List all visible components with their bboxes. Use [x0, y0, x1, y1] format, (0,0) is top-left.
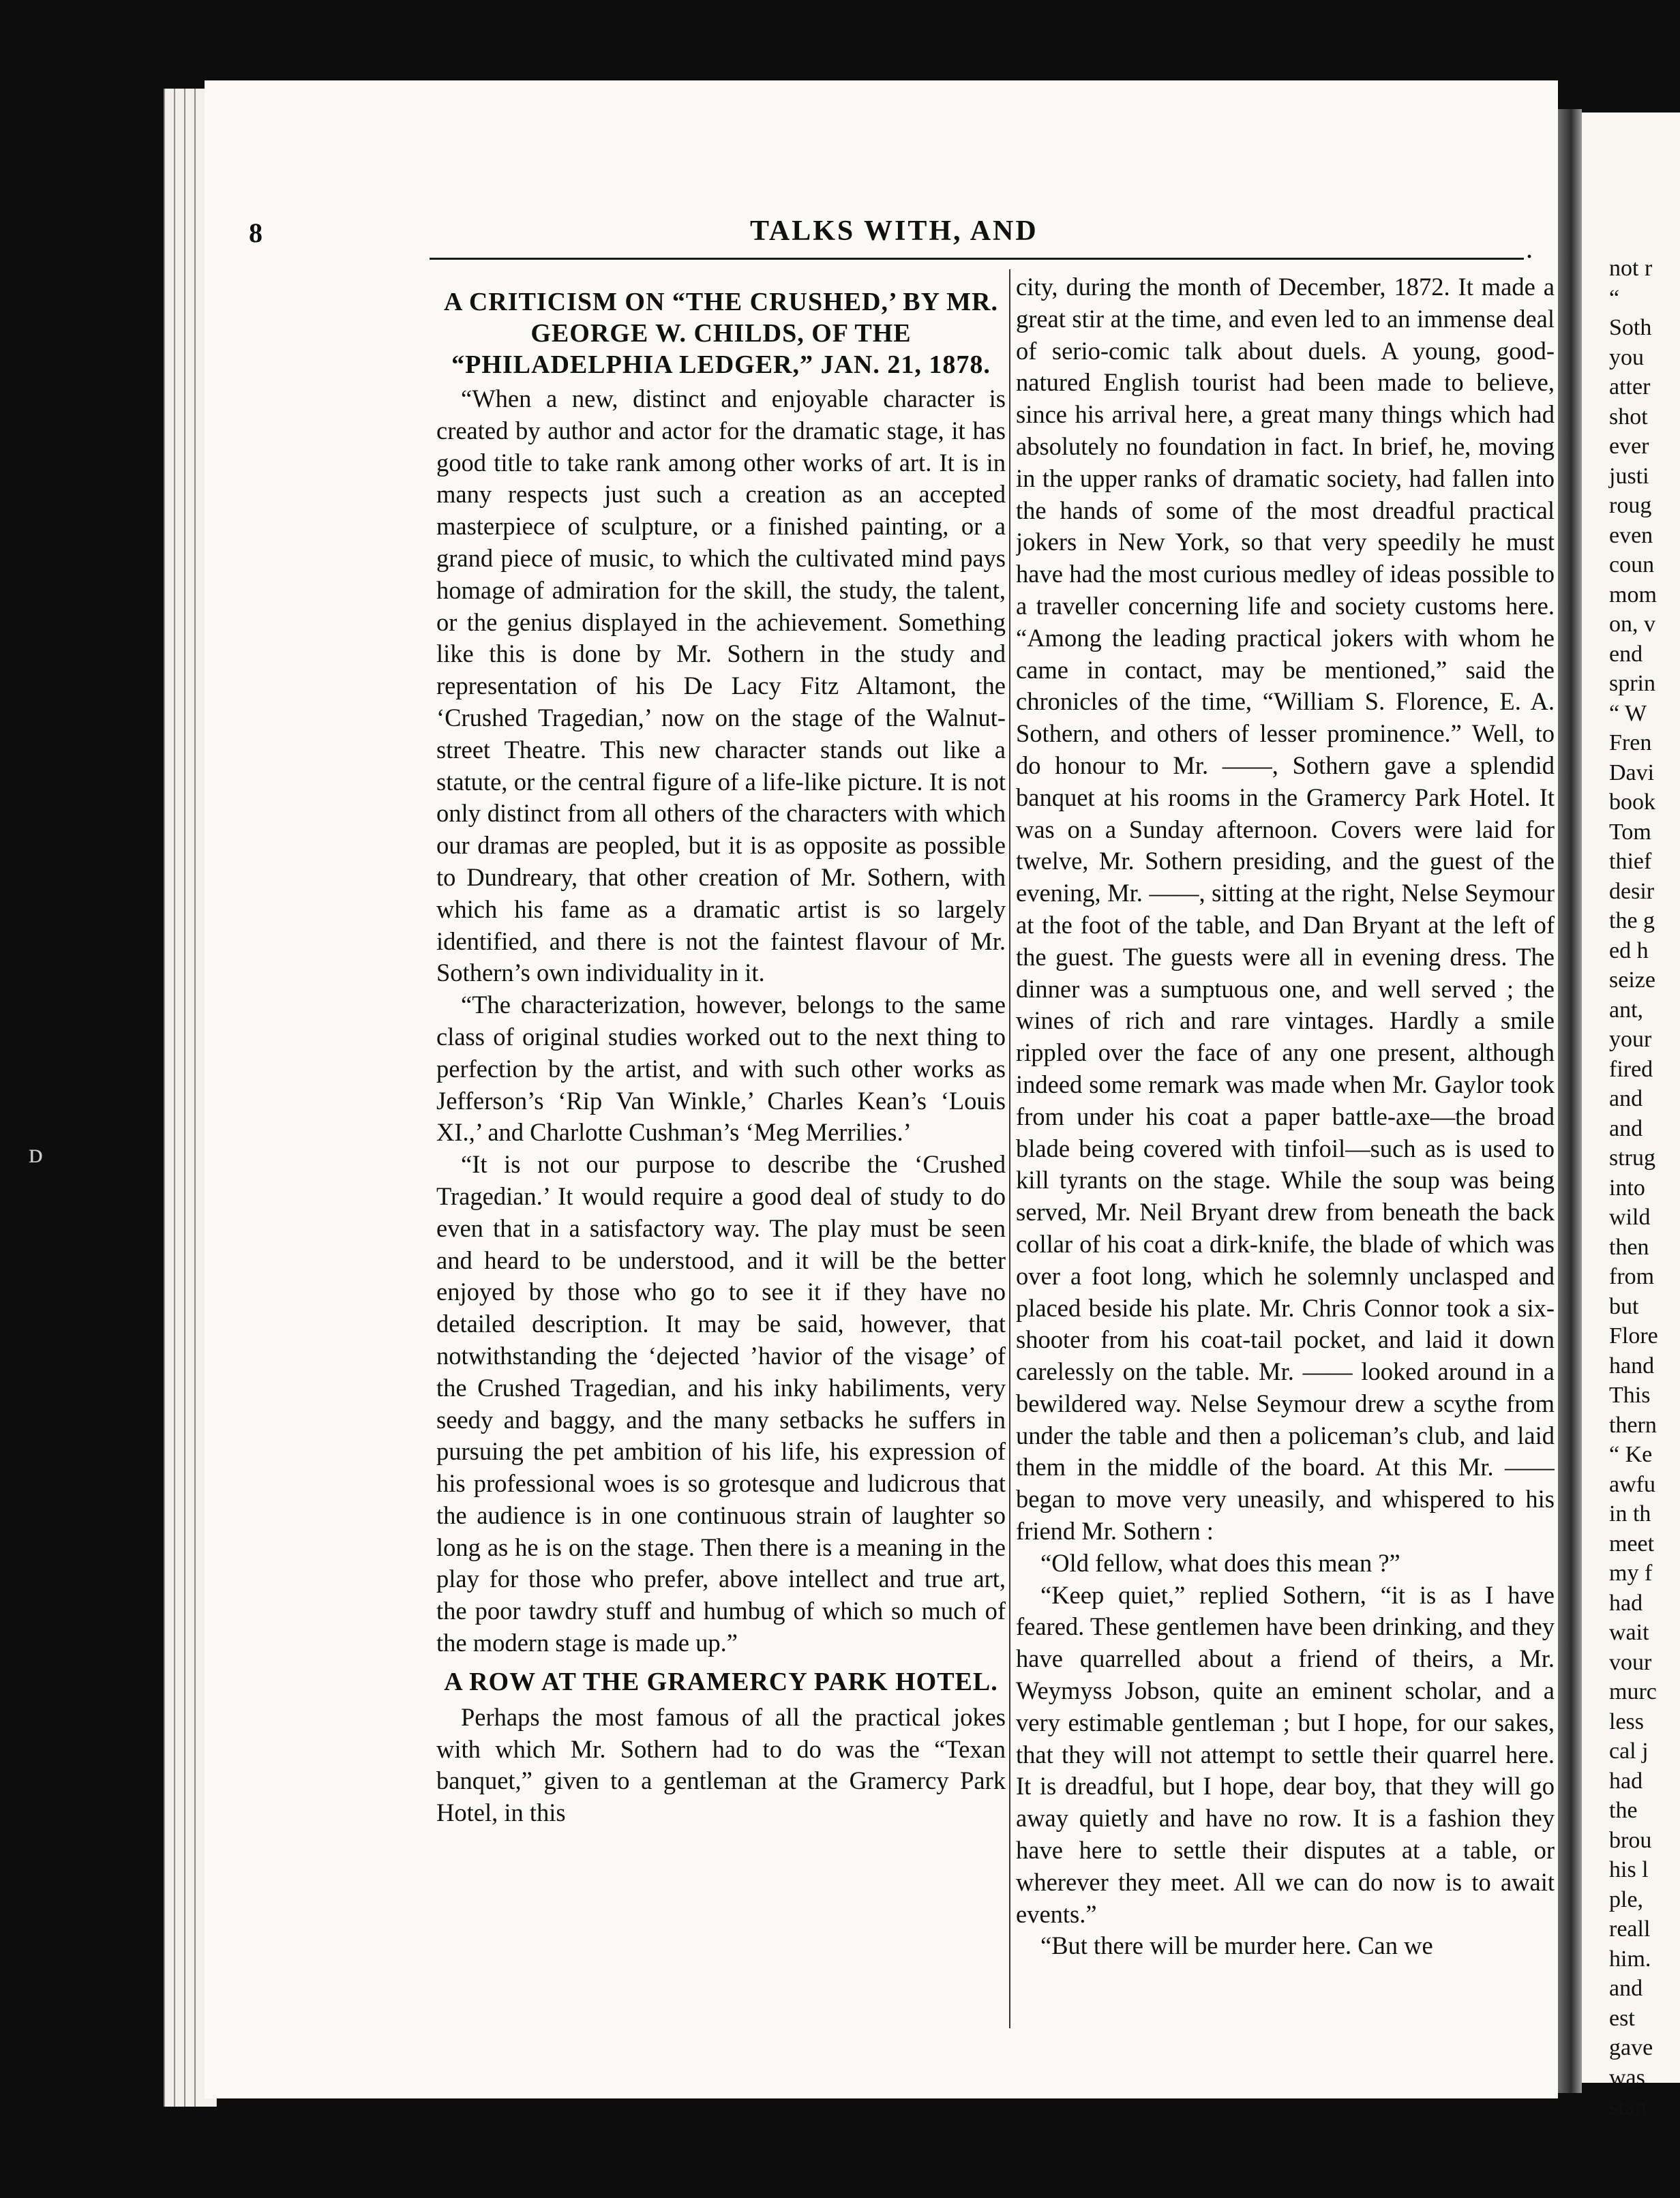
right-page-fragment: strug — [1609, 1145, 1655, 1171]
paragraph: “Old fellow, what does this mean ?” — [1040, 1548, 1400, 1577]
left-column — [436, 271, 1006, 2037]
right-page-fragment: was — [1609, 2064, 1645, 2090]
right-page-fragment: in th — [1609, 1501, 1651, 1526]
right-page-fragment: had — [1609, 1768, 1643, 1794]
right-page-fragment: and — [1609, 1115, 1643, 1141]
right-page-fragment: “ Ke — [1609, 1442, 1653, 1467]
right-page-fragment: “ — [1609, 285, 1620, 311]
right-page-text — [1609, 254, 1680, 2122]
right-page-fragment: cal j — [1609, 1738, 1649, 1764]
right-page-fragment: sprin — [1609, 671, 1655, 696]
right-page-fragment: est — [1609, 2005, 1635, 2031]
right-page-fragment: justi — [1609, 463, 1649, 489]
right-page-fragment: then — [1609, 1234, 1649, 1260]
right-page-fragment: into — [1609, 1175, 1645, 1201]
right-page-fragment: wait — [1609, 1620, 1649, 1645]
right-page-fragment: fired — [1609, 1056, 1653, 1082]
right-page-fragment: ple, — [1609, 1886, 1644, 1912]
right-page-fragment: brou — [1609, 1827, 1652, 1853]
paragraph: “Keep quiet,” replied Sothern, “it is as I have feared. These gentlemen have been drinking, and they have quarrelled about a friend of theirs, a Mr. Weymyss Jobson, quite an eminent scholar, and a very estimable gentleman ; but I hope, for our sakes, that they will not attempt to settle their quarrel here. It is dreadful, but I hope, dear boy, that they will go away quietly and have no row. It is a fashion they have here to settle their disputes at a table, or wherever they meet. All we can do now is to await events.” — [1016, 1580, 1555, 1928]
right-page-fragment: his l — [1609, 1857, 1649, 1882]
paragraph: Perhaps the most famous of all the practical jokes with which Mr. Sothern had to do was the “Texan banquet,” given to a gentleman at the Gramercy Park Hotel, in this — [436, 1702, 1006, 1827]
right-page-fragment: Tom — [1609, 819, 1651, 845]
right-page-fragment: ever — [1609, 434, 1649, 459]
right-page-fragment: the — [1609, 1798, 1638, 1823]
paragraph: “When a new, distinct and enjoyable character is created by author and actor for the dramatic stage, it has good title to take rank among other works of art. It is in many respects just such a creation as an accepted masterpiece of sculpture, or a finished painting, or a grand piece of music, to which the cultivated mind pays homage of admiration for the skill, the study, the talent, or the genius displayed in the achievement. Something like this is done by Mr. Sothern in the study and representation of his De Lacy Fitz Altamont, the ‘Crushed Tragedian,’ now on the stage of the Walnut-street Theatre. This new character stands out like a statute, or the central figure of a life-like picture. It is not only distinct from all others of the characters with which our dramas are peopled, but it is as opposite as possible to Dundreary, that other creation of Mr. Sothern, with which his fame as a dramatic artist is so largely identified, and there is not the faintest flavour of Mr. Sothern’s own individuality in it. — [436, 385, 1006, 987]
header-dot: · — [1526, 245, 1533, 268]
header-rule — [430, 258, 1524, 260]
right-page-fragment: you — [1609, 344, 1644, 370]
right-page-fragment: desir — [1609, 878, 1655, 904]
right-page-fragment: and — [1609, 1086, 1643, 1111]
right-page-fragment: not r — [1609, 256, 1653, 281]
margin-mark: ᴅ — [29, 1138, 43, 1169]
right-page-fragment: Flore — [1609, 1323, 1658, 1349]
paragraph: “The characterization, however, belongs to the same class of original studies worked out to the next thing to perfection by the artist, and with such other works as Jefferson’s ‘Rip Van Winkle,’ Charles Kean’s ‘Louis XI.,’ and Charlotte Cushman’s ‘Meg Merrilies.’ — [436, 991, 1006, 1147]
right-page-fragment: my f — [1609, 1561, 1653, 1586]
right-page-fragment: him. — [1609, 1946, 1651, 1972]
right-page-fragment: meet — [1609, 1531, 1655, 1556]
right-page-fragment: stan — [1609, 2094, 1647, 2120]
right-page-fragment: gave — [1609, 2035, 1653, 2060]
running-head: TALKS WITH, AND — [750, 215, 1038, 247]
right-page-fragment: reall — [1609, 1916, 1651, 1942]
right-page-fragment: ed h — [1609, 937, 1649, 963]
right-page-fragment: the g — [1609, 908, 1655, 933]
right-page-fragment: thief — [1609, 849, 1652, 874]
right-page-fragment: awfu — [1609, 1471, 1655, 1497]
section-heading: A ROW AT THE GRAMERCY PARK HOTEL. — [444, 1667, 998, 1696]
right-page-fragment: roug — [1609, 493, 1652, 518]
right-page-fragment: shot — [1609, 404, 1648, 430]
right-page-fragment: had — [1609, 1590, 1643, 1616]
right-page-fragment: This — [1609, 1383, 1651, 1408]
right-page-fragment: vour — [1609, 1649, 1652, 1675]
right-page-fragment: book — [1609, 789, 1655, 815]
right-page-fragment: hand — [1609, 1353, 1655, 1379]
paragraph: “It is not our purpose to describe the ‘Crushed Tragedian.’ It would require a good deal of study to do even that in a satisfactory way. The play must be seen and heard to be understood, and it will be the better enjoyed by those who go to see it if they have no detailed description. It may be said, however, that notwithstanding the ‘dejected ’havior of the visage’ of the Crushed Tragedian, and his inky habiliments, very seedy and baggy, and the many setbacks he suffers in pursuing the pet ambition of his life, his expression of his professional woes is so grotesque and ludicrous that the audience is in one continuous strain of laughter so long as he is on the stage. Then there is a meaning in the play for those who prefer, above intellect and true art, the poor tawdry stuff and humbug of which so much of the modern stage is made up.” — [436, 1150, 1006, 1657]
right-page-fragment: Fren — [1609, 730, 1652, 755]
page-number: 8 — [249, 217, 262, 248]
right-page-fragment: thern — [1609, 1412, 1657, 1438]
right-page-fragment: coun — [1609, 552, 1655, 577]
right-page-fragment: seize — [1609, 967, 1655, 993]
right-page-fragment: “ W — [1609, 700, 1647, 726]
column-divider — [1009, 269, 1010, 2028]
book-gutter — [1558, 109, 1582, 2093]
right-page-fragment: ant, — [1609, 997, 1644, 1023]
right-page-fragment: and — [1609, 1976, 1643, 2001]
right-page-fragment: but — [1609, 1293, 1639, 1319]
right-page-fragment: even — [1609, 522, 1653, 548]
right-page-fragment: wild — [1609, 1205, 1651, 1230]
right-page-fragment: less — [1609, 1708, 1644, 1734]
right-page-fragment: atter — [1609, 374, 1651, 400]
right-page-fragment: murc — [1609, 1679, 1657, 1704]
paragraph: city, during the month of December, 1872. It made a great stir at the time, and even led to an immense deal of serio-comic talk about duels. A young, good-natured English tourist had been made to believe, since his arrival here, a great many things which had absolutely no foundation in fact. In brief, he, moving in the upper ranks of dramatic society, had fallen into the hands of some of the most dreadful practical jokers in New York, so that very speedily he must have had the most curious medley of ideas possible to a traveller concerning life and society customs here. “Among the leading practical jokers with whom he came in contact, may be mentioned,” said the chronicles of the time, “William S. Florence, E. A. Sothern, and others of lesser prominence.” Well, to do honour to Mr. ——, Sothern gave a splendid banquet at his rooms in the Gramercy Park Hotel. It was on a Sunday afternoon. Covers were laid for twelve, Mr. Sothern presiding, and the guest of the evening, Mr. ——, sitting at the right, Nelse Seymour at the foot of the table, and Dan Bryant at the left of the guest. The guests were all in evening dress. The dinner was a sumptuous one, and well served ; the wines of rich and rare vintages. Hardly a smile rippled over the face of any one present, although indeed some remark was made when Mr. Gaylor took from under his coat a paper battle-axe—the broad blade being covered with tinfoil—such as is used to kill tyrants on the stage. While the soup was being served, Mr. Neil Bryant drew from beneath the back collar of his coat a dirk-knife, the blade of which was over a foot long, which he solemnly unclasped and placed beside his plate. Mr. Chris Connor took a six-shooter from his coat-tail pocket, and laid it down carelessly on the table. Mr. —— looked around in a bewildered way. Nelse Seymour drew a scythe from under the table and then a policeman’s club, and laid them in the middle of the board. At this Mr. —— began to move very uneasily, and whispered to his friend Mr. Sothern : — [1016, 273, 1555, 1546]
right-page-fragment: mom — [1609, 582, 1657, 607]
paragraph: “But there will be murder here. Can we — [1040, 1931, 1433, 1960]
right-page-fragment: Soth — [1609, 315, 1652, 340]
right-page-fragment: from — [1609, 1264, 1655, 1289]
right-page-fragment: Davi — [1609, 759, 1655, 785]
article-heading: A CRITICISM ON “THE CRUSHED,’ BY MR. GEORGE W. CHILDS, OF THE “PHILADELPHIA LEDGER,” JAN. 21, 1878. — [444, 288, 998, 379]
right-page-fragment: your — [1609, 1027, 1652, 1052]
middle-column — [1016, 271, 1555, 2037]
right-page-fragment: on, v — [1609, 612, 1655, 637]
right-page-fragment: end — [1609, 641, 1643, 667]
